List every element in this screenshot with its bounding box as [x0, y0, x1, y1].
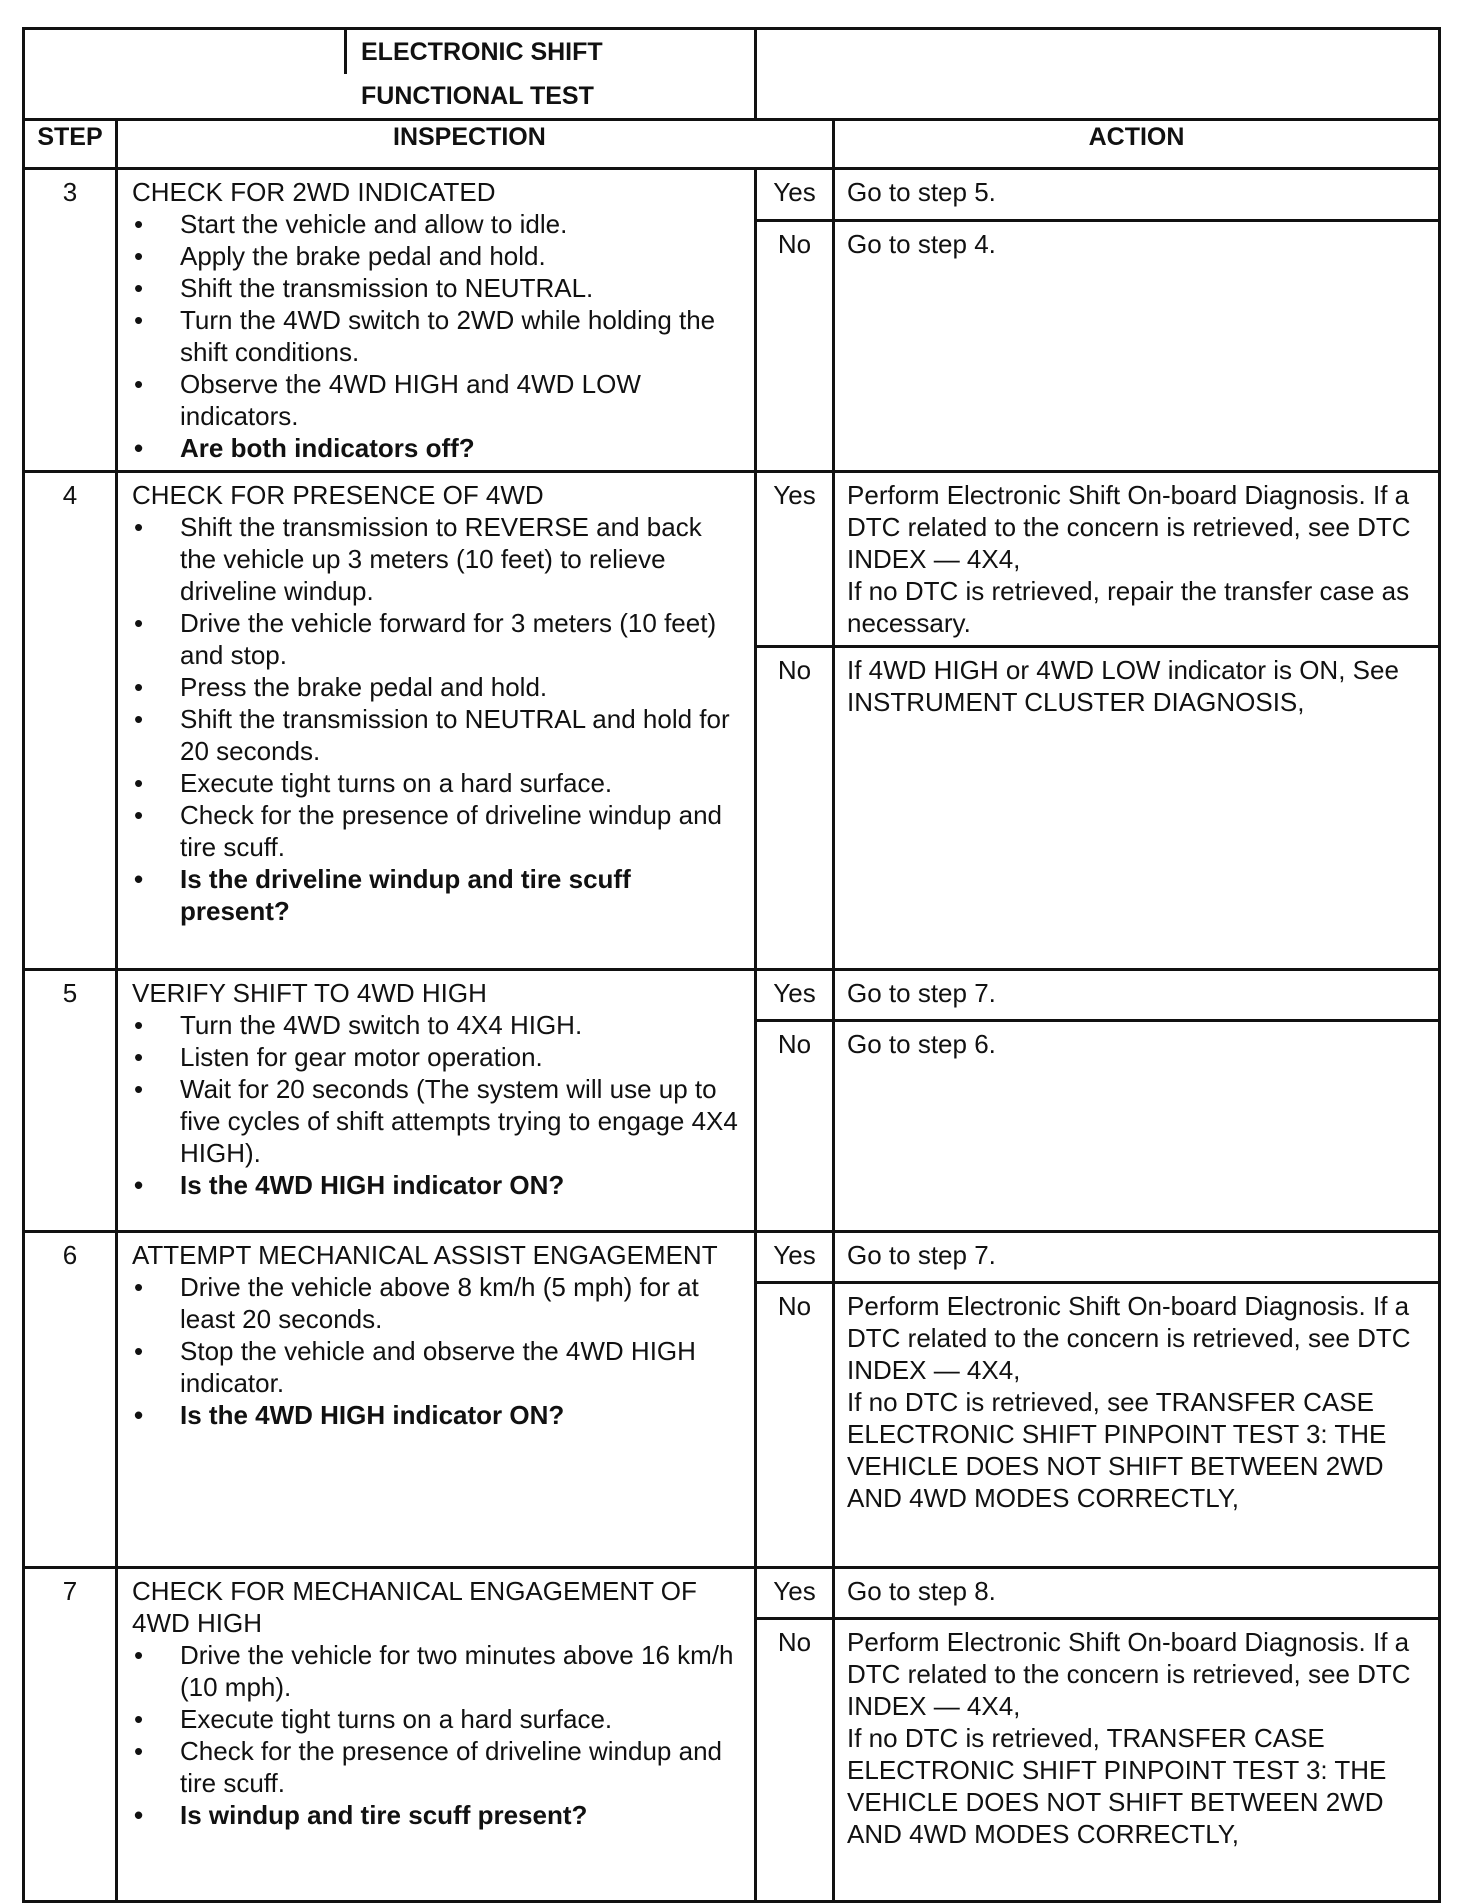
inspection-bullet: • Shift the transmission to REVERSE and back the vehicle up 3 meters (10 feet) to relieve driveline windup.	[132, 511, 744, 607]
inspection-question: • Is the 4WD HIGH indicator ON?	[132, 1169, 744, 1201]
inspection-cell	[117, 472, 756, 970]
no-action	[834, 1619, 1440, 1902]
no-label: No	[756, 220, 834, 472]
inspection-bullets	[132, 1009, 744, 1201]
no-action	[834, 1021, 1440, 1232]
title-row-right	[756, 29, 1440, 120]
inspection-bullet: • Execute tight turns on a hard surface.	[132, 1703, 744, 1735]
inspection-bullet: • Turn the 4WD switch to 2WD while holding the shift conditions.	[132, 304, 744, 368]
no-action-line: Perform Electronic Shift On-board Diagnosis. If a DTC related to the concern is retrieved, see DTC INDEX — 4X4,	[847, 1291, 1411, 1385]
step-number: 3	[24, 169, 117, 472]
header-inspection: INSPECTION	[117, 120, 834, 169]
table-title: ELECTRONIC SHIFT FUNCTIONAL TEST	[361, 38, 603, 110]
inspection-title: VERIFY SHIFT TO 4WD HIGH	[132, 978, 487, 1008]
no-label: No	[756, 1619, 834, 1902]
inspection-bullet: • Execute tight turns on a hard surface.	[132, 767, 744, 799]
inspection-bullet: • Press the brake pedal and hold.	[132, 671, 744, 703]
yes-action-text: Go to step 7.	[847, 978, 996, 1008]
yes-action	[834, 472, 1440, 647]
inspection-cell	[117, 169, 756, 472]
functional-test-table	[22, 27, 1441, 1903]
no-action-line: If no DTC is retrieved, TRANSFER CASE ELECTRONIC SHIFT PINPOINT TEST 3: THE VEHICLE DOES NOT SHIFT BETWEEN 2WD AND 4WD MODES CORRECTLY,	[847, 1723, 1387, 1849]
step-row-3	[24, 169, 1440, 221]
yes-action-text: Go to step 7.	[847, 1240, 996, 1270]
inspection-cell	[117, 1232, 756, 1568]
yes-action-text: Go to step 8.	[847, 1576, 996, 1606]
step-rows	[24, 169, 1440, 1902]
inspection-bullet: • Listen for gear motor operation.	[132, 1041, 744, 1073]
no-action	[834, 647, 1440, 970]
yes-action	[834, 1232, 1440, 1283]
inspection-bullet: • Shift the transmission to NEUTRAL.	[132, 272, 744, 304]
inspection-bullet: • Check for the presence of driveline windup and tire scuff.	[132, 799, 744, 863]
inspection-bullets	[132, 1271, 744, 1431]
inspection-bullet: • Drive the vehicle for two minutes above 16 km/h (10 mph).	[132, 1639, 744, 1703]
no-action	[834, 220, 1440, 472]
yes-action-line: Perform Electronic Shift On-board Diagnosis. If a DTC related to the concern is retrieved, see DTC INDEX — 4X4,	[847, 480, 1411, 574]
inspection-question: • Is windup and tire scuff present?	[132, 1799, 744, 1831]
no-action-line: Perform Electronic Shift On-board Diagnosis. If a DTC related to the concern is retrieved, see DTC INDEX — 4X4,	[847, 1627, 1411, 1721]
yes-action	[834, 169, 1440, 221]
yes-label: Yes	[756, 1568, 834, 1619]
inspection-bullet: • Drive the vehicle above 8 km/h (5 mph) for at least 20 seconds.	[132, 1271, 744, 1335]
header-row	[24, 120, 1440, 169]
inspection-bullets	[132, 208, 744, 464]
yes-label: Yes	[756, 472, 834, 647]
inspection-title: CHECK FOR PRESENCE OF 4WD	[132, 480, 544, 510]
inspection-bullets	[132, 511, 744, 927]
no-action-text: If 4WD HIGH or 4WD LOW indicator is ON, See INSTRUMENT CLUSTER DIAGNOSIS,	[847, 655, 1399, 717]
inspection-bullet: • Apply the brake pedal and hold.	[132, 240, 744, 272]
title-spacer	[25, 30, 347, 74]
inspection-bullet: • Turn the 4WD switch to 4X4 HIGH.	[132, 1009, 744, 1041]
no-label: No	[756, 1021, 834, 1232]
yes-label: Yes	[756, 970, 834, 1021]
step-row-4	[24, 472, 1440, 647]
inspection-bullet: • Shift the transmission to NEUTRAL and hold for 20 seconds.	[132, 703, 744, 767]
no-action-text: Go to step 4.	[847, 228, 996, 259]
inspection-question: • Is the driveline windup and tire scuff present?	[132, 863, 744, 927]
inspection-cell	[117, 970, 756, 1232]
yes-action	[834, 1568, 1440, 1619]
yes-action-text: Go to step 5.	[847, 177, 996, 207]
yes-label: Yes	[756, 1232, 834, 1283]
step-number: 7	[24, 1568, 117, 1902]
title-row-blank	[24, 29, 756, 120]
no-action-line: If no DTC is retrieved, see TRANSFER CASE ELECTRONIC SHIFT PINPOINT TEST 3: THE VEHICLE DOES NOT SHIFT BETWEEN 2WD AND 4WD MODES CORRECTLY,	[847, 1387, 1387, 1513]
inspection-bullet: • Stop the vehicle and observe the 4WD HIGH indicator.	[132, 1335, 744, 1399]
no-action-text: Go to step 6.	[847, 1029, 996, 1059]
header-step: STEP	[24, 120, 117, 169]
step-row-6	[24, 1232, 1440, 1283]
yes-action-line: If no DTC is retrieved, repair the transfer case as necessary.	[847, 576, 1410, 638]
step-row-7	[24, 1568, 1440, 1619]
title-row	[24, 29, 1440, 120]
step-number: 4	[24, 472, 117, 970]
inspection-title: ATTEMPT MECHANICAL ASSIST ENGAGEMENT	[132, 1240, 718, 1270]
inspection-bullet: • Drive the vehicle forward for 3 meters (10 feet) and stop.	[132, 607, 744, 671]
step-number: 5	[24, 970, 117, 1232]
inspection-bullets	[132, 1639, 744, 1831]
inspection-bullet: • Check for the presence of driveline windup and tire scuff.	[132, 1735, 744, 1799]
step-row-5	[24, 970, 1440, 1021]
functional-test-sheet	[22, 27, 1441, 1903]
no-label: No	[756, 1283, 834, 1568]
no-action	[834, 1283, 1440, 1568]
inspection-question: • Is the 4WD HIGH indicator ON?	[132, 1399, 744, 1431]
yes-label: Yes	[756, 169, 834, 221]
inspection-title: CHECK FOR 2WD INDICATED	[132, 177, 496, 207]
inspection-bullet: • Wait for 20 seconds (The system will use up to five cycles of shift attempts trying to engage 4X4 HIGH).	[132, 1073, 744, 1169]
step-number: 6	[24, 1232, 117, 1568]
no-label: No	[756, 647, 834, 970]
inspection-bullet: • Start the vehicle and allow to idle.	[132, 208, 744, 240]
inspection-question: • Are both indicators off?	[132, 432, 744, 464]
inspection-bullet: • Observe the 4WD HIGH and 4WD LOW indicators.	[132, 368, 744, 432]
header-action: ACTION	[834, 120, 1440, 169]
inspection-title: CHECK FOR MECHANICAL ENGAGEMENT OF 4WD HIGH	[132, 1576, 697, 1638]
inspection-cell	[117, 1568, 756, 1902]
yes-action	[834, 970, 1440, 1021]
